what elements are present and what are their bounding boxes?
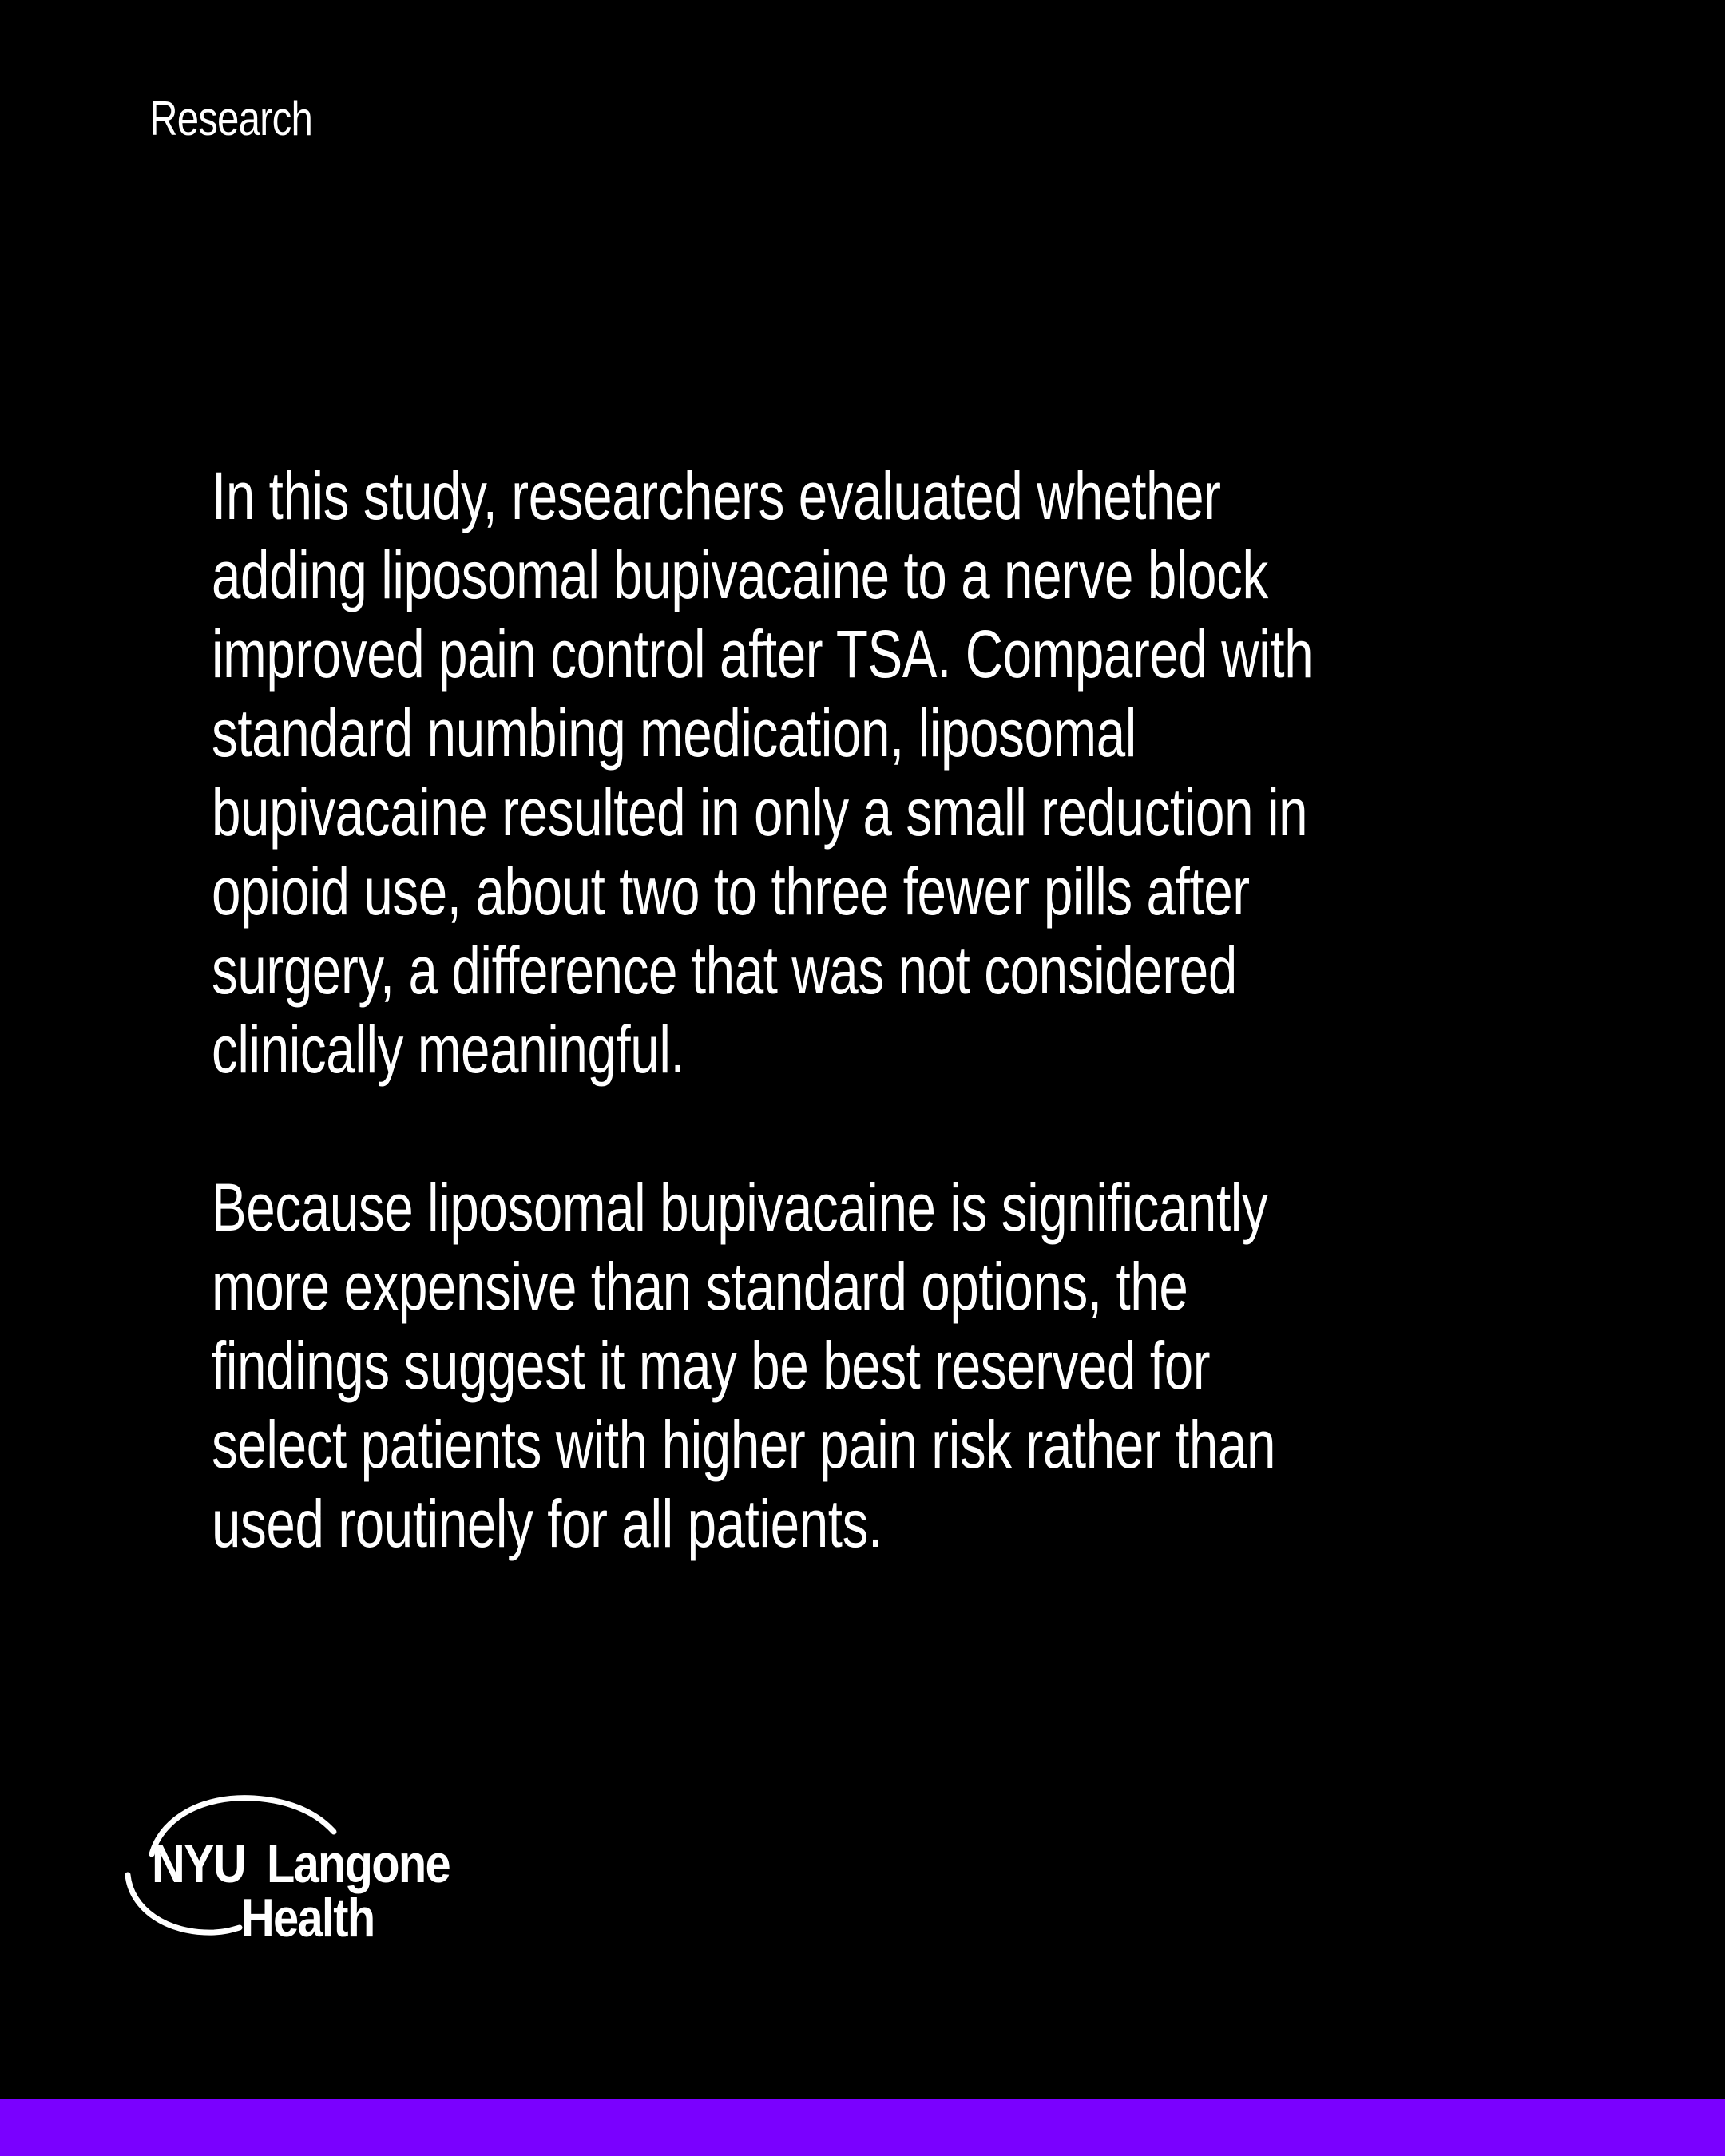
paragraph-2-line: select patients with higher pain risk rather than [212, 1407, 1276, 1482]
category-label: Research [149, 92, 313, 145]
paragraph-2-line: findings suggest it may be best reserved for [212, 1328, 1211, 1403]
paragraph-2-line: used routinely for all patients. [212, 1486, 882, 1561]
logo-word-nyu: NYU [152, 1833, 245, 1894]
paragraph-1-line: adding liposomal bupivacaine to a nerve block [212, 537, 1268, 612]
paragraph-1-line: bupivacaine resulted in only a small reduction in [212, 775, 1308, 850]
paragraph-1-line: In this study, researchers evaluated whether [212, 458, 1221, 533]
paragraph-1-line: improved pain control after TSA. Compared with [212, 616, 1314, 692]
paragraph-2-line: more expensive than standard options, the [212, 1249, 1188, 1324]
logo-word-langone: Langone [267, 1833, 450, 1894]
paragraph-1-line: opioid use, about two to three fewer pills after [212, 854, 1250, 929]
paragraph-1-line: standard numbing medication, liposomal [212, 696, 1136, 771]
paragraph-1 [212, 457, 1644, 1089]
paragraph-2-line: Because liposomal bupivacaine is significantly [212, 1170, 1268, 1245]
article-body [212, 457, 1644, 1563]
paragraph-1-line: clinically meaningful. [212, 1012, 685, 1087]
logo-word-health: Health [241, 1888, 375, 1948]
nyu-langone-health-logo [120, 1781, 487, 1948]
paragraph-1-line: surgery, a difference that was not considered [212, 933, 1237, 1008]
accent-bar [0, 2099, 1725, 2156]
paragraph-2 [212, 1168, 1644, 1563]
